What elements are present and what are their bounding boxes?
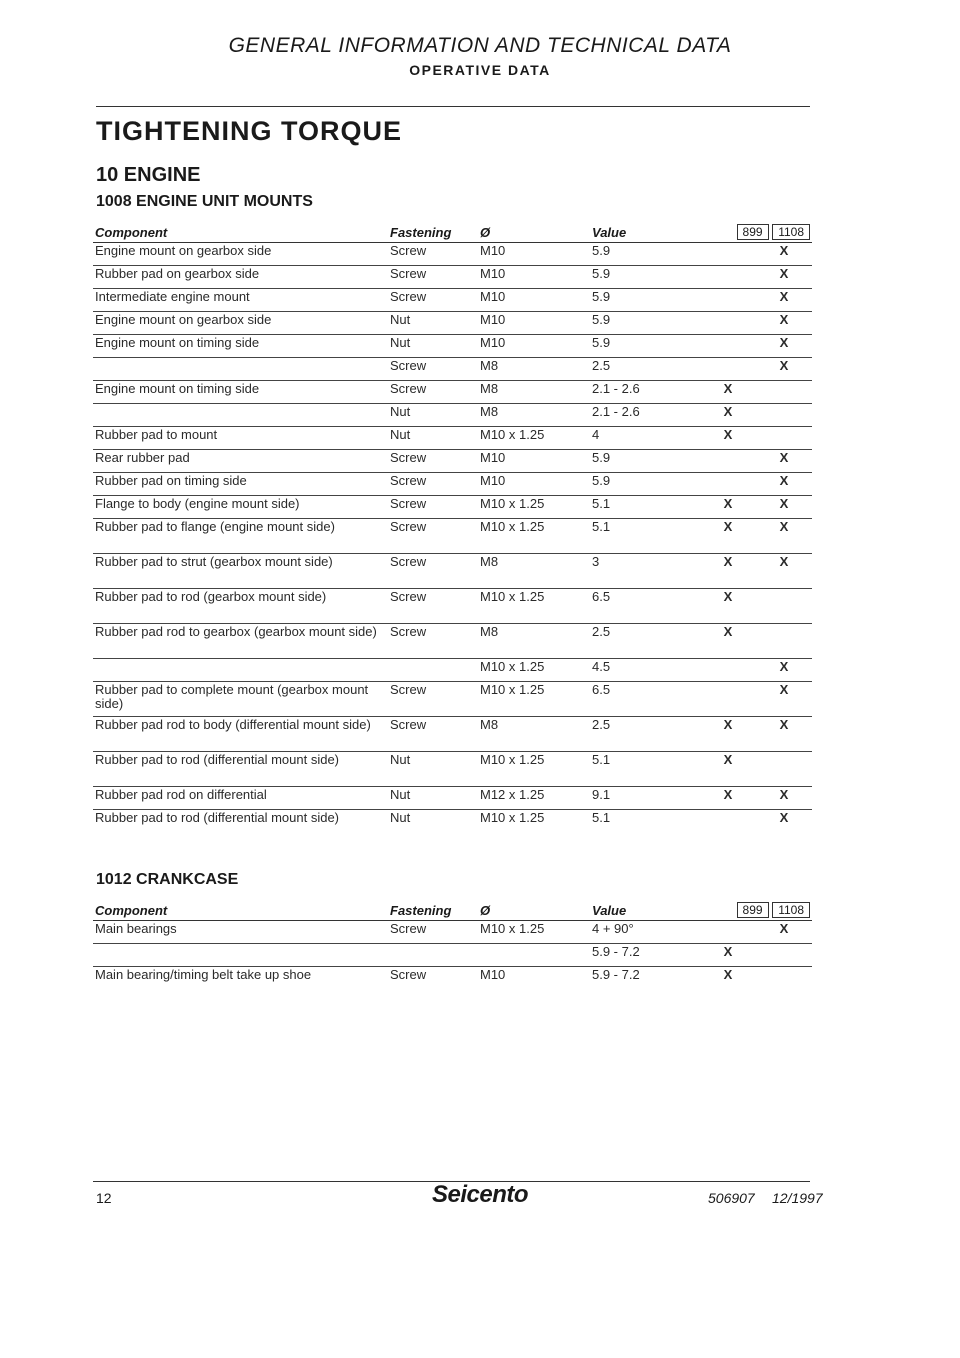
cell-component: Rubber pad to rod (differential mount side) bbox=[93, 810, 388, 845]
cell-model-899 bbox=[700, 289, 756, 312]
table-title-engine-mounts: 1008 ENGINE UNIT MOUNTS bbox=[96, 193, 313, 210]
cell-fastening: Nut bbox=[388, 810, 478, 845]
cell-component: Rubber pad rod to gearbox (gearbox mount side) bbox=[93, 624, 388, 659]
cell-model-1108: X bbox=[756, 473, 812, 496]
col-header-diameter: Ø bbox=[478, 896, 590, 921]
cell-component: Flange to body (engine mount side) bbox=[93, 496, 388, 519]
cell-component: Rubber pad to complete mount (gearbox mount side) bbox=[93, 682, 388, 717]
cell-component bbox=[93, 358, 388, 381]
cell-diameter: M10 x 1.25 bbox=[478, 752, 590, 787]
cell-value: 5.1 bbox=[590, 496, 700, 519]
cell-model-1108: X bbox=[756, 450, 812, 473]
cell-model-899: X bbox=[700, 427, 756, 450]
cell-diameter: M10 x 1.25 bbox=[478, 682, 590, 717]
cell-component: Rubber pad to rod (gearbox mount side) bbox=[93, 589, 388, 624]
cell-value: 5.9 bbox=[590, 289, 700, 312]
model-899-badge: 899 bbox=[737, 902, 769, 918]
cell-diameter: M10 x 1.25 bbox=[478, 427, 590, 450]
cell-diameter: M8 bbox=[478, 717, 590, 752]
table-header-row bbox=[93, 218, 812, 243]
cell-model-1108: X bbox=[756, 787, 812, 810]
cell-component: Rubber pad on gearbox side bbox=[93, 266, 388, 289]
cell-fastening: Screw bbox=[388, 554, 478, 589]
cell-value: 6.5 bbox=[590, 682, 700, 717]
table-row bbox=[93, 967, 812, 1002]
cell-value: 4 bbox=[590, 427, 700, 450]
cell-fastening: Screw bbox=[388, 243, 478, 266]
cell-diameter: M10 bbox=[478, 473, 590, 496]
cell-model-1108: X bbox=[756, 659, 812, 682]
header-divider bbox=[96, 106, 810, 107]
cell-fastening: Screw bbox=[388, 921, 478, 944]
cell-model-899: X bbox=[700, 717, 756, 752]
cell-fastening bbox=[388, 944, 478, 967]
cell-diameter: M8 bbox=[478, 404, 590, 427]
cell-component: Rubber pad rod to body (differential mount side) bbox=[93, 717, 388, 752]
cell-model-1108: X bbox=[756, 554, 812, 589]
cell-model-899 bbox=[700, 810, 756, 845]
table-title-crankcase: 1012 CRANKCASE bbox=[96, 871, 239, 888]
cell-fastening: Screw bbox=[388, 358, 478, 381]
cell-value: 5.9 bbox=[590, 266, 700, 289]
table-row bbox=[93, 624, 812, 659]
col-header-fastening: Fastening bbox=[388, 896, 478, 921]
table-row bbox=[93, 921, 812, 944]
cell-model-1108: X bbox=[756, 519, 812, 554]
table-row bbox=[93, 752, 812, 787]
cell-diameter: M8 bbox=[478, 381, 590, 404]
cell-component: Engine mount on timing side bbox=[93, 335, 388, 358]
table-row bbox=[93, 427, 812, 450]
cell-value: 6.5 bbox=[590, 589, 700, 624]
cell-fastening: Screw bbox=[388, 682, 478, 717]
cell-diameter: M10 x 1.25 bbox=[478, 659, 590, 682]
cell-diameter: M10 x 1.25 bbox=[478, 519, 590, 554]
cell-diameter: M10 bbox=[478, 289, 590, 312]
cell-component: Rubber pad to strut (gearbox mount side) bbox=[93, 554, 388, 589]
cell-value: 5.1 bbox=[590, 810, 700, 845]
table-row bbox=[93, 358, 812, 381]
table-row bbox=[93, 519, 812, 554]
cell-value: 5.9 bbox=[590, 335, 700, 358]
cell-fastening: Nut bbox=[388, 752, 478, 787]
cell-diameter: M10 x 1.25 bbox=[478, 496, 590, 519]
cell-fastening: Nut bbox=[388, 312, 478, 335]
cell-fastening: Screw bbox=[388, 450, 478, 473]
cell-model-899 bbox=[700, 266, 756, 289]
table-row bbox=[93, 944, 812, 967]
cell-component bbox=[93, 944, 388, 967]
cell-model-899: X bbox=[700, 752, 756, 787]
cell-model-899: X bbox=[700, 496, 756, 519]
cell-fastening bbox=[388, 659, 478, 682]
cell-model-899 bbox=[700, 473, 756, 496]
table-row bbox=[93, 243, 812, 266]
cell-model-1108 bbox=[756, 427, 812, 450]
cell-value: 4 + 90° bbox=[590, 921, 700, 944]
cell-model-899: X bbox=[700, 624, 756, 659]
cell-diameter: M12 x 1.25 bbox=[478, 787, 590, 810]
cell-value: 2.5 bbox=[590, 358, 700, 381]
cell-model-899: X bbox=[700, 787, 756, 810]
cell-fastening: Nut bbox=[388, 427, 478, 450]
cell-model-899: X bbox=[700, 944, 756, 967]
cell-value: 2.1 - 2.6 bbox=[590, 381, 700, 404]
cell-model-899 bbox=[700, 312, 756, 335]
cell-value: 5.1 bbox=[590, 752, 700, 787]
cell-diameter: M8 bbox=[478, 624, 590, 659]
cell-diameter: M10 x 1.25 bbox=[478, 810, 590, 845]
cell-value: 5.9 bbox=[590, 473, 700, 496]
cell-model-1108: X bbox=[756, 682, 812, 717]
table-row bbox=[93, 266, 812, 289]
cell-value: 2.1 - 2.6 bbox=[590, 404, 700, 427]
col-header-fastening: Fastening bbox=[388, 218, 478, 243]
cell-model-899 bbox=[700, 243, 756, 266]
cell-value: 2.5 bbox=[590, 717, 700, 752]
cell-value: 5.9 - 7.2 bbox=[590, 944, 700, 967]
col-header-component: Component bbox=[93, 218, 388, 243]
cell-diameter: M10 bbox=[478, 243, 590, 266]
cell-component bbox=[93, 659, 388, 682]
cell-component: Engine mount on gearbox side bbox=[93, 243, 388, 266]
cell-component: Main bearing/timing belt take up shoe bbox=[93, 967, 388, 1002]
cell-fastening: Screw bbox=[388, 266, 478, 289]
section-title: 10 ENGINE bbox=[96, 164, 201, 186]
cell-component: Rear rubber pad bbox=[93, 450, 388, 473]
table-row bbox=[93, 335, 812, 358]
torque-table-crankcase bbox=[93, 896, 812, 1001]
cell-diameter: M8 bbox=[478, 358, 590, 381]
cell-fastening: Nut bbox=[388, 335, 478, 358]
document-header-title: GENERAL INFORMATION AND TECHNICAL DATA bbox=[228, 34, 732, 57]
torque-table-engine-mounts bbox=[93, 218, 812, 844]
cell-model-1108: X bbox=[756, 335, 812, 358]
document-number: 506907 bbox=[708, 1190, 755, 1206]
cell-fastening: Screw bbox=[388, 289, 478, 312]
cell-model-1108 bbox=[756, 967, 812, 1002]
cell-model-1108: X bbox=[756, 496, 812, 519]
cell-component bbox=[93, 404, 388, 427]
table-row bbox=[93, 404, 812, 427]
cell-diameter: M10 bbox=[478, 266, 590, 289]
cell-model-1108: X bbox=[756, 243, 812, 266]
col-header-models bbox=[700, 218, 812, 243]
cell-model-1108 bbox=[756, 404, 812, 427]
cell-model-899: X bbox=[700, 589, 756, 624]
table-header-row bbox=[93, 896, 812, 921]
cell-fastening: Screw bbox=[388, 717, 478, 752]
table-row bbox=[93, 496, 812, 519]
cell-value: 5.9 bbox=[590, 312, 700, 335]
cell-fastening: Screw bbox=[388, 967, 478, 1002]
table-row bbox=[93, 473, 812, 496]
cell-value: 2.5 bbox=[590, 624, 700, 659]
cell-fastening: Screw bbox=[388, 381, 478, 404]
page-number: 12 bbox=[96, 1190, 112, 1206]
table-row bbox=[93, 450, 812, 473]
col-header-value: Value bbox=[590, 218, 700, 243]
cell-model-1108: X bbox=[756, 289, 812, 312]
cell-diameter: M10 bbox=[478, 335, 590, 358]
table-row bbox=[93, 682, 812, 717]
cell-fastening: Screw bbox=[388, 496, 478, 519]
cell-model-899 bbox=[700, 659, 756, 682]
cell-fastening: Screw bbox=[388, 589, 478, 624]
cell-diameter: M10 bbox=[478, 312, 590, 335]
table-row bbox=[93, 810, 812, 845]
cell-model-1108 bbox=[756, 752, 812, 787]
cell-value: 3 bbox=[590, 554, 700, 589]
col-header-value: Value bbox=[590, 896, 700, 921]
cell-model-899: X bbox=[700, 381, 756, 404]
cell-model-899 bbox=[700, 358, 756, 381]
cell-value: 5.1 bbox=[590, 519, 700, 554]
cell-model-1108: X bbox=[756, 717, 812, 752]
cell-component: Rubber pad to mount bbox=[93, 427, 388, 450]
cell-model-899: X bbox=[700, 404, 756, 427]
table-row bbox=[93, 659, 812, 682]
cell-component: Rubber pad to rod (differential mount side) bbox=[93, 752, 388, 787]
cell-model-899 bbox=[700, 682, 756, 717]
table-row bbox=[93, 787, 812, 810]
cell-fastening: Nut bbox=[388, 787, 478, 810]
cell-model-899: X bbox=[700, 519, 756, 554]
model-899-badge: 899 bbox=[737, 224, 769, 240]
cell-model-1108: X bbox=[756, 358, 812, 381]
cell-value: 5.9 - 7.2 bbox=[590, 967, 700, 1002]
cell-component: Intermediate engine mount bbox=[93, 289, 388, 312]
cell-fastening: Screw bbox=[388, 473, 478, 496]
model-1108-badge: 1108 bbox=[772, 902, 810, 918]
table-row bbox=[93, 554, 812, 589]
cell-diameter: M10 x 1.25 bbox=[478, 589, 590, 624]
cell-model-1108 bbox=[756, 944, 812, 967]
col-header-diameter: Ø bbox=[478, 218, 590, 243]
cell-model-1108 bbox=[756, 381, 812, 404]
cell-value: 5.9 bbox=[590, 243, 700, 266]
cell-diameter bbox=[478, 944, 590, 967]
cell-fastening: Nut bbox=[388, 404, 478, 427]
cell-model-1108 bbox=[756, 589, 812, 624]
model-1108-badge: 1108 bbox=[772, 224, 810, 240]
cell-component: Rubber pad on timing side bbox=[93, 473, 388, 496]
table-row bbox=[93, 289, 812, 312]
cell-component: Rubber pad rod on differential bbox=[93, 787, 388, 810]
cell-fastening: Screw bbox=[388, 624, 478, 659]
cell-model-1108: X bbox=[756, 921, 812, 944]
cell-component: Rubber pad to flange (engine mount side) bbox=[93, 519, 388, 554]
table-row bbox=[93, 717, 812, 752]
cell-diameter: M8 bbox=[478, 554, 590, 589]
cell-value: 9.1 bbox=[590, 787, 700, 810]
cell-model-1108: X bbox=[756, 312, 812, 335]
brand-logo: Seicento bbox=[431, 1181, 529, 1208]
cell-value: 5.9 bbox=[590, 450, 700, 473]
cell-value: 4.5 bbox=[590, 659, 700, 682]
table-row bbox=[93, 312, 812, 335]
cell-fastening: Screw bbox=[388, 519, 478, 554]
table-row bbox=[93, 589, 812, 624]
cell-diameter: M10 bbox=[478, 967, 590, 1002]
cell-model-1108: X bbox=[756, 266, 812, 289]
cell-component: Engine mount on gearbox side bbox=[93, 312, 388, 335]
cell-diameter: M10 bbox=[478, 450, 590, 473]
cell-model-899 bbox=[700, 450, 756, 473]
document-date: 12/1997 bbox=[772, 1190, 823, 1206]
cell-model-1108: X bbox=[756, 810, 812, 845]
cell-model-899 bbox=[700, 921, 756, 944]
col-header-models bbox=[700, 896, 812, 921]
table-row bbox=[93, 381, 812, 404]
cell-model-899: X bbox=[700, 554, 756, 589]
col-header-component: Component bbox=[93, 896, 388, 921]
page-title: TIGHTENING TORQUE bbox=[96, 116, 403, 146]
cell-component: Main bearings bbox=[93, 921, 388, 944]
cell-model-1108 bbox=[756, 624, 812, 659]
document-header-subtitle: OPERATIVE DATA bbox=[409, 62, 551, 78]
cell-diameter: M10 x 1.25 bbox=[478, 921, 590, 944]
cell-model-899 bbox=[700, 335, 756, 358]
cell-model-899: X bbox=[700, 967, 756, 1002]
cell-component: Engine mount on timing side bbox=[93, 381, 388, 404]
